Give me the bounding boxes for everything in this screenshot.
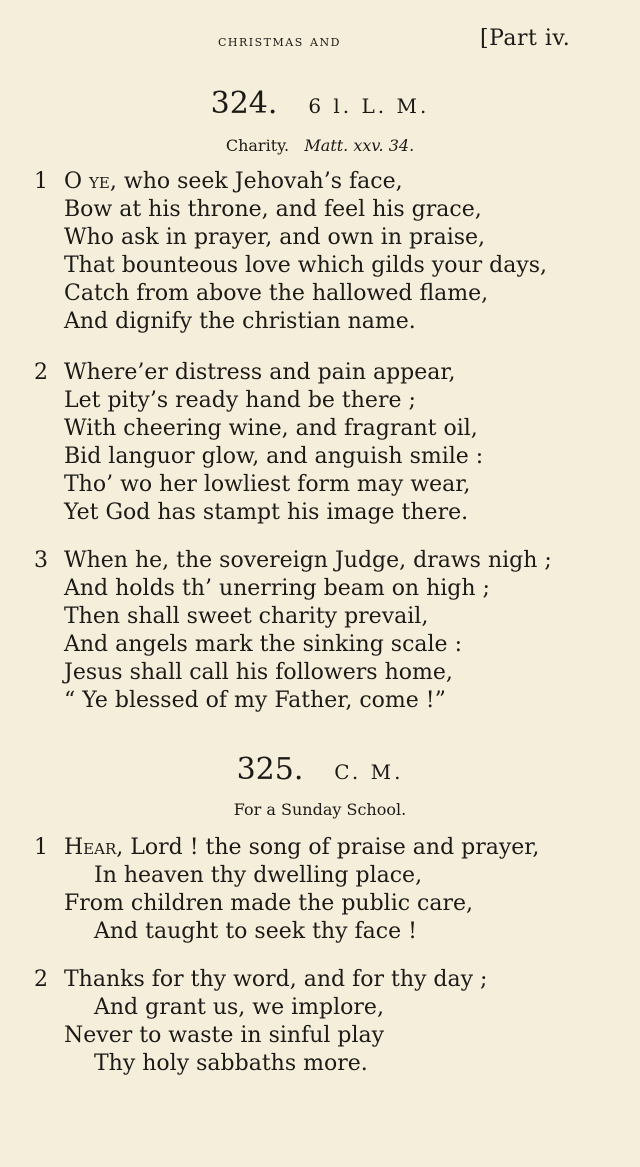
- verse-line: Let pity’s ready hand be there ;: [64, 388, 416, 413]
- verse-line: Bid languor glow, and anguish smile :: [64, 444, 484, 469]
- verse-line: And taught to seek thy face !: [94, 919, 417, 944]
- stanza-324-1: [34, 168, 624, 336]
- verse-line: Yet God has stampt his image there.: [64, 500, 469, 525]
- verse-line: 2 Thanks for thy word, and for thy day ;: [34, 967, 488, 992]
- verse-line: Never to waste in sinful play: [64, 1023, 385, 1048]
- hymn-heading-325: [0, 752, 640, 787]
- stanza-324-2: [34, 359, 624, 527]
- hymn-subject: For a Sunday School.: [233, 800, 407, 819]
- stanza-number: 1: [34, 835, 48, 860]
- verse-line: And angels mark the sinking scale :: [64, 632, 462, 657]
- stanza-number: 3: [34, 548, 48, 573]
- hymn-subtitle-325: [0, 800, 640, 819]
- stanza-number: 2: [34, 360, 48, 385]
- scripture-reference: Matt. xxv. 34.: [304, 136, 415, 155]
- initial-words: O ye,: [64, 169, 117, 194]
- stanza-number: 2: [34, 967, 48, 992]
- verse-line: And holds th’ unerring beam on high ;: [64, 576, 490, 601]
- verse-line: Then shall sweet charity prevail,: [64, 604, 429, 629]
- verse-line: Bow at his throne, and feel his grace,: [64, 197, 482, 222]
- verse-line: Tho’ wo her lowliest form may wear,: [64, 472, 471, 497]
- stanza-325-1: [34, 834, 624, 946]
- verse-line: From children made the public care,: [64, 891, 474, 916]
- stanza-325-2: [34, 966, 624, 1078]
- hymn-number: 325.: [236, 752, 304, 787]
- running-title: christmas and: [218, 32, 341, 50]
- part-label: [Part iv.: [480, 26, 571, 51]
- stanza-number: 1: [34, 169, 48, 194]
- verse-line: With cheering wine, and fragrant oil,: [64, 416, 478, 441]
- verse-line: And dignify the christian name.: [64, 309, 416, 334]
- hymn-meter: C. M.: [334, 760, 404, 784]
- stanza-324-3: [34, 547, 624, 715]
- hymn-meter: 6 l. L. M.: [308, 94, 430, 118]
- verse-line: And grant us, we implore,: [94, 995, 384, 1020]
- hymn-subtitle-324: [0, 136, 640, 155]
- verse-line: 1 O ye, who seek Jehovah’s face,: [34, 169, 403, 194]
- verse-line: That bounteous love which gilds your days,: [64, 253, 548, 278]
- hymn-heading-324: [0, 86, 640, 121]
- hymn-subject: Charity.: [225, 136, 290, 155]
- verse-line: “ Ye blessed of my Father, come !”: [64, 688, 446, 713]
- verse-line: 2 Where’er distress and pain appear,: [34, 360, 456, 385]
- hymn-number: 324.: [210, 86, 278, 121]
- verse-line: 3 When he, the sovereign Judge, draws nigh ;: [34, 548, 552, 573]
- page-header: [0, 28, 640, 58]
- verse-line: Thy holy sabbaths more.: [94, 1051, 368, 1076]
- verse-line: Catch from above the hallowed flame,: [64, 281, 489, 306]
- verse-line: Jesus shall call his followers home,: [64, 660, 453, 685]
- verse-line: In heaven thy dwelling place,: [94, 863, 423, 888]
- verse-line: 1 Hear, Lord ! the song of praise and prayer,: [34, 835, 540, 860]
- verse-line: Who ask in prayer, and own in praise,: [64, 225, 486, 250]
- initial-words: Hear,: [64, 835, 124, 860]
